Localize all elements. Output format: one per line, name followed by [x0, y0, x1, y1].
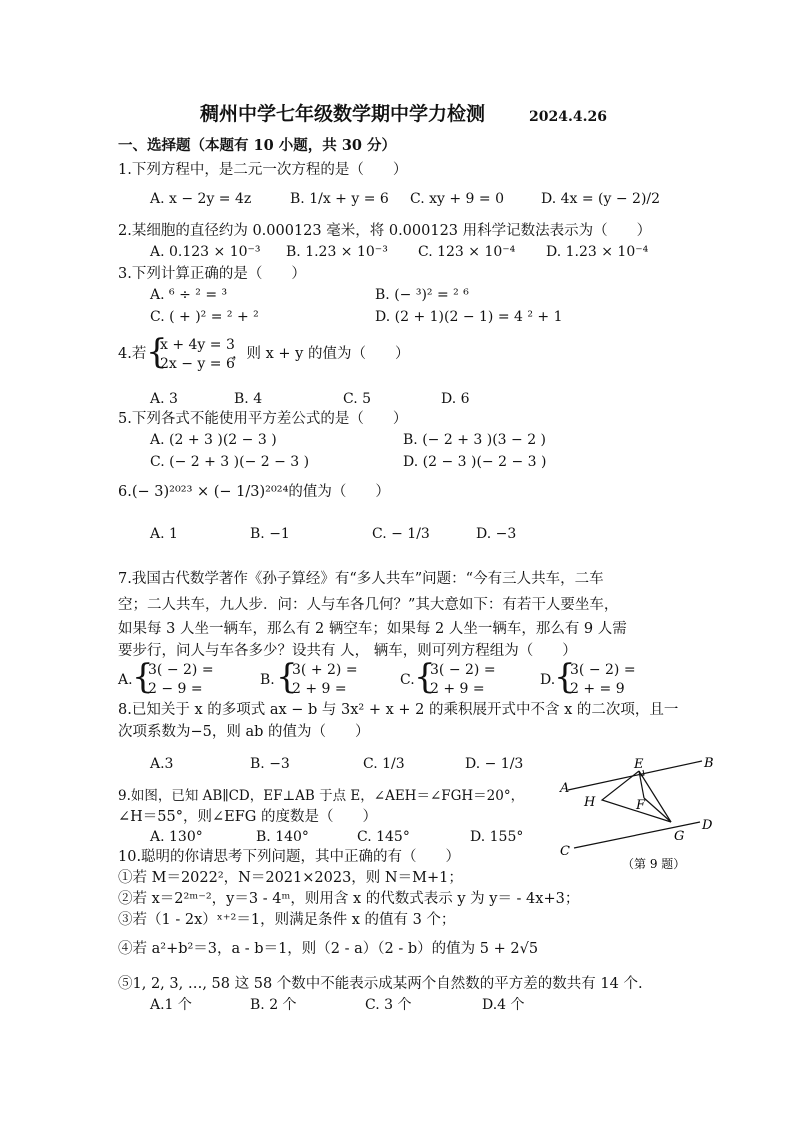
q10-option-d: D.4 个	[482, 997, 525, 1013]
label-g: G	[674, 829, 685, 844]
label-c: C	[560, 844, 570, 859]
question-5-stem: 5.下列各式不能使用平方差公式的是（ ）	[118, 411, 408, 427]
q8-option-c: C. 1/3	[363, 756, 405, 772]
q7-option-d-eq2: 2 + = 9	[570, 681, 625, 697]
geometry-figure	[550, 752, 720, 872]
q10-statement-4: ④若 a²+b²＝3，a - b＝1，则（2 - a）（2 - b）的值为 5 + 2√5	[118, 941, 539, 957]
q6-option-d: D. −3	[476, 526, 517, 542]
q4-equation-2: 2x − y = 6	[160, 356, 235, 372]
question-2-stem: 2.某细胞的直径约为 0.000123 毫米，将 0.000123 用科学记数法表示为（ ）	[118, 223, 652, 239]
q4-equation-1: x + 4y = 3	[160, 337, 235, 353]
q7-option-d-label: D.	[540, 672, 556, 688]
q8-option-d: D. − 1/3	[465, 756, 524, 772]
question-9-line-2: ∠H＝55°，则∠EFG 的度数是（ ）	[118, 809, 377, 825]
q1-option-c: C. xy + 9 = 0	[410, 191, 504, 207]
question-10-stem: 10.聪明的你请思考下列问题，其中正确的有（ ）	[118, 849, 461, 865]
question-4-prefix: 4.若	[118, 346, 147, 362]
label-d: D	[702, 818, 713, 833]
system-brace: {	[146, 332, 168, 372]
q4-option-d: D. 6	[441, 391, 470, 407]
label-h: H	[584, 795, 596, 810]
q1-option-d: D. 4x = (y − 2)/2	[541, 191, 661, 207]
q3-option-a: A. ⁶ ÷ ² = ³	[150, 287, 228, 303]
q10-statement-1: ①若 M＝2022²，N＝2021×2023，则 N＝M+1；	[118, 870, 463, 886]
q5-option-c: C. (− 2 + 3 )(− 2 − 3 )	[150, 454, 310, 470]
system-brace: {	[132, 657, 154, 697]
q6-option-c: C. − 1/3	[372, 526, 430, 542]
q6-option-a: A. 1	[150, 526, 178, 542]
q4-option-a: A. 3	[150, 391, 178, 407]
q7-option-a-label: A.	[118, 672, 133, 688]
q7-option-a-eq2: 2 − 9 =	[148, 681, 203, 697]
q7-option-b-eq2: 2 + 9 =	[292, 681, 347, 697]
question-7-line-1: 7.我国古代数学著作《孙子算经》有“多人共车”问题：“今有三人共车，二车	[118, 571, 604, 587]
system-brace: {	[276, 657, 298, 697]
q5-option-d: D. (2 − 3 )(− 2 − 3 )	[403, 454, 547, 470]
q6-option-b: B. −1	[250, 526, 290, 542]
q9-option-a: A. 130°	[150, 829, 203, 845]
q3-option-b: B. (− ³)² = ² ⁶	[375, 287, 469, 303]
question-8-line-1: 8.已知关于 x 的多项式 ax − b 与 3x² + x + 2 的乘积展开式中不含 x 的二次项，且一	[118, 702, 679, 718]
q7-option-c-eq2: 2 + 9 =	[430, 681, 485, 697]
q7-option-c-label: C.	[400, 672, 415, 688]
question-7-line-3: 如果每 3 人坐一辆车，那么有 2 辆空车；如果每 2 人坐一辆车，那么有 9 人需	[118, 621, 627, 637]
segments-eh-hg	[602, 771, 671, 822]
q9-option-c: C. 145°	[357, 829, 410, 845]
question-6-stem: 6.(− 3)²⁰²³ × (− 1/3)²⁰²⁴的值为（ ）	[118, 484, 390, 500]
label-f: F	[636, 798, 646, 813]
q2-option-a: A. 0.123 × 10⁻³	[150, 244, 261, 260]
figure-caption: （第 9 题）	[622, 857, 686, 871]
q3-option-d: D. (2 + 1)(2 − 1) = 4 ² + 1	[375, 309, 563, 325]
q1-option-b: B. 1/x + y = 6	[290, 191, 389, 207]
q10-option-a: A.1 个	[150, 997, 192, 1013]
question-7-line-2: 空；二人共车，九人步．问：人与车各几何？”其大意如下：有若干人要坐车，	[118, 597, 619, 613]
q2-option-b: B. 1.23 × 10⁻³	[286, 244, 388, 260]
q10-statement-3: ③若（1 - 2x）ˣ⁺²＝1，则满足条件 x 的值有 3 个；	[118, 912, 456, 928]
question-9-line-1: 9.如图，已知 AB∥CD，EF⊥AB 于点 E，∠AEH＝∠FGH＝20°，	[118, 788, 525, 804]
q7-option-b-label: B.	[260, 672, 275, 688]
q5-option-a: A. (2 + 3 )(2 − 3 )	[150, 432, 277, 448]
page-title: 稠州中学七年级数学期中学力检测	[200, 103, 486, 125]
question-4-suffix: ，则 x + y 的值为（ ）	[232, 346, 410, 362]
q7-option-c-eq1: 3( − 2) =	[430, 662, 496, 678]
question-3-stem: 3.下列计算正确的是（ ）	[118, 266, 306, 282]
system-brace: {	[414, 657, 436, 697]
q10-statement-5: ⑤1, 2, 3, …, 58 这 58 个数中不能表示成某两个自然数的平方差的数共有 14 个.	[118, 976, 643, 992]
q9-option-b: B. 140°	[256, 829, 309, 845]
question-7-line-4: 要步行，问人与车各多少？设共有 人， 辆车，则可列方程组为（ ）	[118, 643, 577, 659]
question-8-line-2: 次项系数为−5，则 ab 的值为（ ）	[118, 724, 370, 740]
q7-option-d-eq1: 3( − 2) =	[570, 662, 636, 678]
q10-option-c: C. 3 个	[365, 997, 412, 1013]
q2-option-c: C. 123 × 10⁻⁴	[418, 244, 516, 260]
q5-option-b: B. (− 2 + 3 )(3 − 2 )	[403, 432, 547, 448]
label-a: A	[560, 781, 570, 796]
q10-statement-2: ②若 x＝2²ᵐ⁻²，y＝3 - 4ᵐ，则用含 x 的代数式表示 y 为 y＝ - 4x+3；	[118, 891, 580, 907]
q8-option-a: A.3	[150, 756, 174, 772]
system-brace: {	[554, 657, 576, 697]
q1-option-a: A. x − 2y = 4z	[150, 191, 252, 207]
q2-option-d: D. 1.23 × 10⁻⁴	[546, 244, 649, 260]
label-b: B	[704, 756, 714, 771]
exam-date: 2024.4.26	[529, 109, 607, 125]
q3-option-c: C. ( + )² = ² + ²	[150, 309, 259, 325]
q4-option-c: C. 5	[343, 391, 372, 407]
q4-option-b: B. 4	[234, 391, 263, 407]
q10-option-b: B. 2 个	[250, 997, 297, 1013]
label-e: E	[634, 757, 644, 772]
q8-option-b: B. −3	[250, 756, 290, 772]
question-1-stem: 1.下列方程中，是二元一次方程的是（ ）	[118, 162, 408, 178]
q9-option-d: D. 155°	[470, 829, 524, 845]
section-heading: 一、选择题（本题有 10 小题，共 30 分）	[118, 137, 397, 154]
q7-option-b-eq1: 3( + 2) =	[292, 662, 358, 678]
q7-option-a-eq1: 3( − 2) =	[148, 662, 214, 678]
